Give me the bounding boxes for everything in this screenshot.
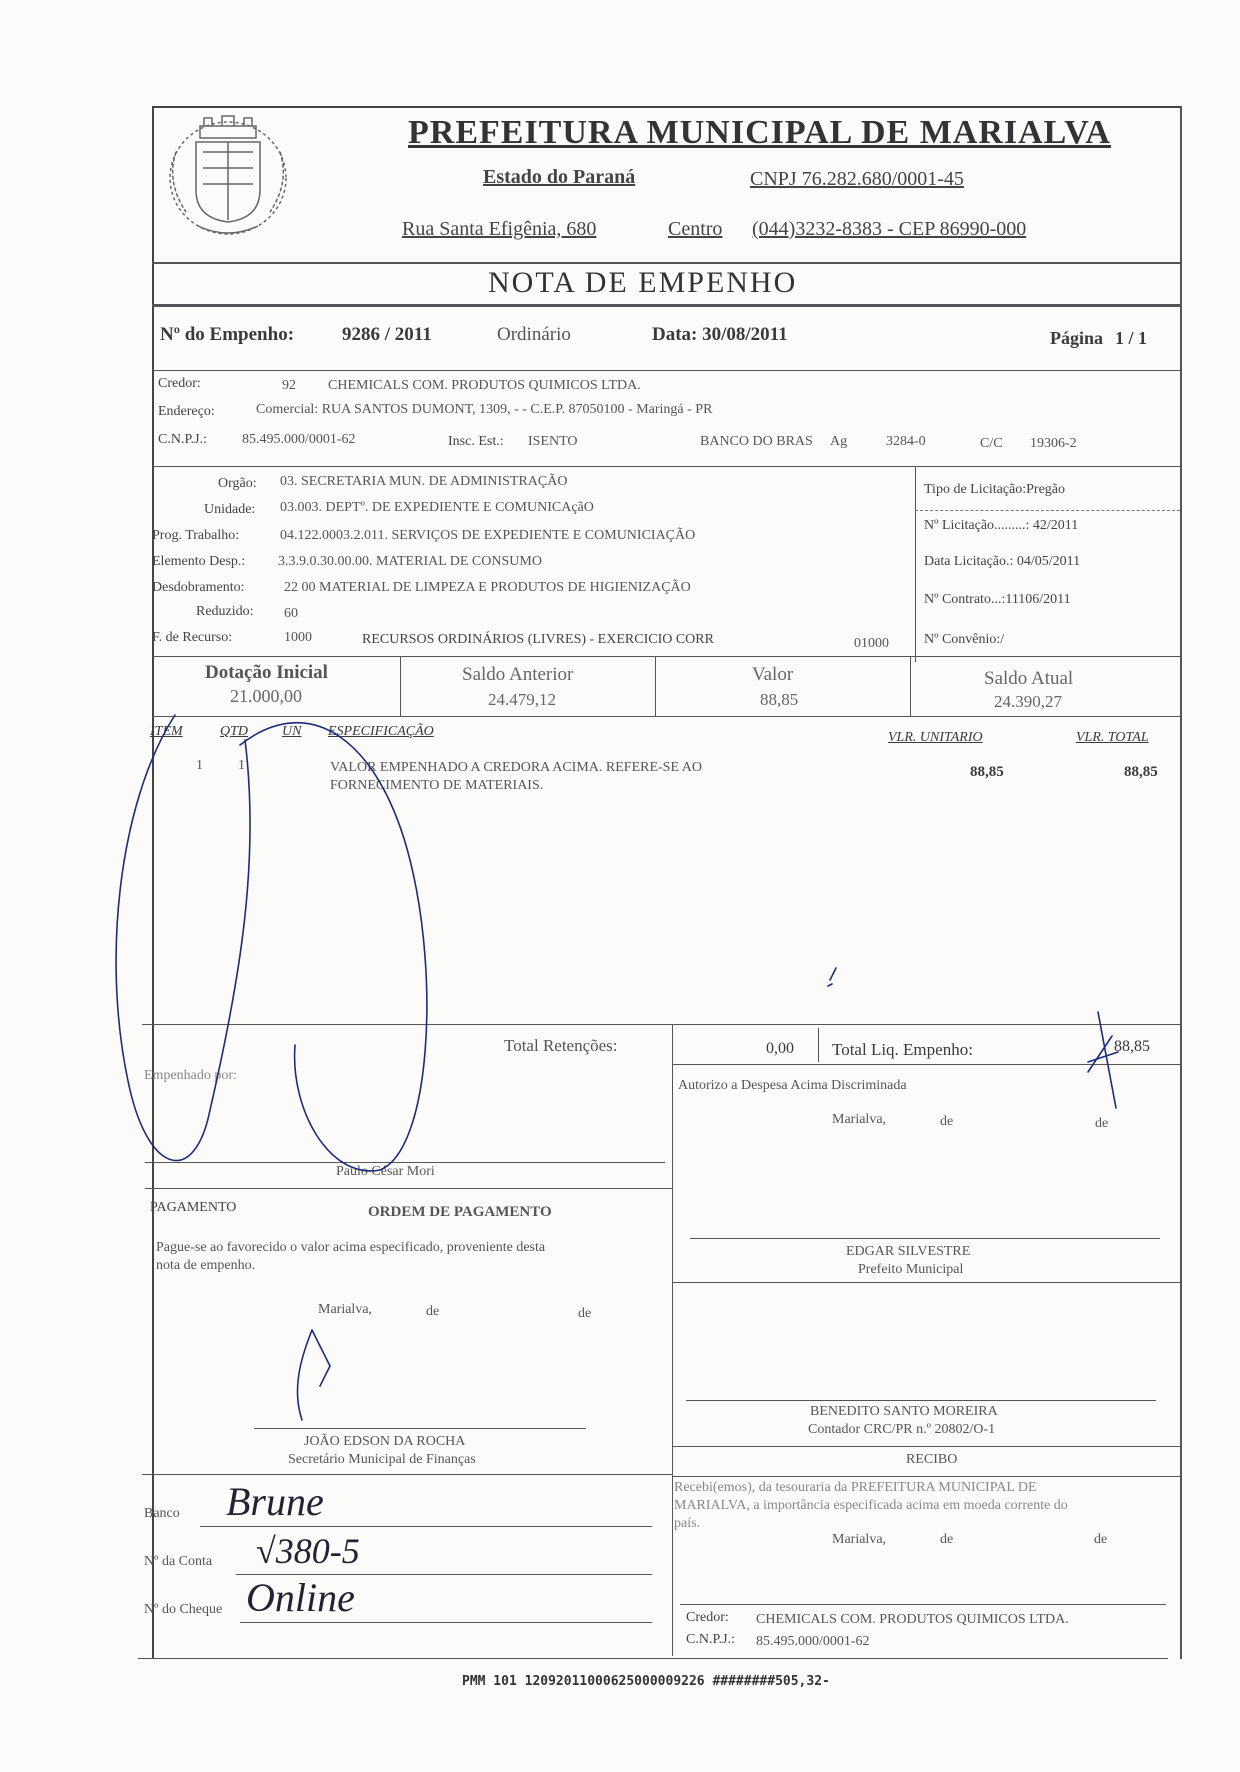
financas-secretary-name: JOÃO EDSON DA ROCHA — [304, 1434, 466, 1449]
autorizo-place: Marialva, — [832, 1112, 887, 1127]
recurso-name: RECURSOS ORDINÁRIOS (LIVRES) - EXERCICIO CORR — [362, 632, 714, 647]
valor-label: Valor — [752, 664, 794, 685]
large-signature-loop-left — [116, 715, 250, 1161]
unidade-label: Unidade: — [204, 502, 256, 517]
recibo-cnpj-label: C.N.P.J.: — [686, 1632, 736, 1647]
recibo-credor-name: CHEMICALS COM. PRODUTOS QUIMICOS LTDA. — [756, 1612, 1069, 1627]
account-number: 19306-2 — [1030, 436, 1077, 451]
item-total-value: 88,85 — [1124, 764, 1158, 780]
financas-signature — [297, 1330, 330, 1420]
recibo-cnpj: 85.495.000/0001-62 — [756, 1634, 870, 1649]
data-licitacao: Data Licitação.: 04/05/2011 — [924, 554, 1081, 569]
prog-trabalho-value: 04.122.0003.2.011. SERVIÇOS DE EXPEDIENTE E COMUNICIAÇÃO — [280, 528, 696, 543]
tipo-licitacao: Tipo de Licitação:Pregão — [924, 482, 1066, 497]
pagamento-place: Marialva, — [318, 1302, 373, 1317]
col-header-vlr-unitario: VLR. UNITARIO — [888, 730, 983, 745]
recibo-de-2: de — [1094, 1532, 1108, 1547]
conta-handwriting: √380-5 — [256, 1531, 360, 1571]
item-description-line-2: FORNECIMENTO DE MATERIAIS. — [330, 778, 544, 793]
header-cnpj: CNPJ 76.282.680/0001-45 — [750, 168, 964, 190]
reduzido-value: 60 — [284, 606, 298, 621]
municipality-title: PREFEITURA MUNICIPAL DE MARIALVA — [408, 114, 1111, 151]
contador-name: BENEDITO SANTO MOREIRA — [810, 1404, 998, 1419]
col-header-un: UN — [282, 724, 302, 739]
recibo-credor-label: Credor: — [686, 1610, 729, 1625]
unidade-value: 03.003. DEPTº. DE EXPEDIENTE E COMUNICAçãO — [280, 500, 594, 515]
credor-label: Credor: — [158, 376, 201, 391]
footer-barcode-text: PMM 101 12092011000625000009226 ########505,32- — [462, 1674, 830, 1689]
contador-role: Contador CRC/PR n.º 20802/O-1 — [808, 1422, 996, 1437]
pagamento-text-line-1: Pague-se ao favorecido o valor acima especificado, proveniente desta — [156, 1240, 546, 1255]
pagamento-de-1: de — [426, 1304, 440, 1319]
col-header-item: ITEM — [150, 724, 183, 739]
pagamento-text-line-2: nota de empenho. — [156, 1258, 256, 1273]
recurso-code: 1000 — [284, 630, 312, 645]
autorizo-label: Autorizo a Despesa Acima Discriminada — [678, 1078, 907, 1093]
col-header-qtd: QTD — [220, 724, 249, 739]
empenho-date: Data: 30/08/2011 — [652, 324, 788, 345]
col-header-especificacao: ESPECIFICAÇÃO — [328, 724, 434, 739]
state-name: Estado do Paraná — [483, 166, 636, 188]
recurso-label: F. de Recurso: — [152, 630, 233, 645]
prefeito-name: EDGAR SILVESTRE — [846, 1244, 971, 1259]
ordem-pagamento-label: ORDEM DE PAGAMENTO — [368, 1204, 552, 1220]
agency-label: Ag — [830, 434, 848, 449]
numero-licitacao: Nº Licitação.........: 42/2011 — [924, 518, 1079, 533]
recibo-place: Marialva, — [832, 1532, 887, 1547]
header-street: Rua Santa Efigênia, 680 — [402, 218, 597, 240]
page-number: 1 / 1 — [1115, 328, 1148, 348]
conta-label: Nº da Conta — [144, 1554, 213, 1569]
cheque-label: Nº do Cheque — [144, 1602, 223, 1617]
reduzido-label: Reduzido: — [196, 604, 254, 619]
empenhado-signer: Paulo César Mori — [336, 1164, 435, 1179]
empenho-number-label: Nº do Empenho: — [160, 324, 295, 345]
large-signature-loop-right — [240, 723, 427, 1171]
page-label: Página — [1050, 328, 1104, 348]
agency-number: 3284-0 — [886, 434, 926, 449]
endereco-label: Endereço: — [158, 404, 215, 419]
insc-est-value: ISENTO — [528, 434, 578, 449]
account-label: C/C — [980, 436, 1003, 451]
recibo-text-line-1: Recebi(emos), da tesouraria da PREFEITURA MUNICIPAL DE — [674, 1480, 1037, 1495]
desdobramento-label: Desdobramento: — [152, 580, 245, 595]
insc-est-label: Insc. Est.: — [448, 434, 504, 449]
autorizo-de-1: de — [940, 1114, 954, 1129]
credor-address: Comercial: RUA SANTOS DUMONT, 1309, - - C.E.P. 87050100 - Maringá - PR — [256, 402, 713, 417]
credor-name: CHEMICALS COM. PRODUTOS QUIMICOS LTDA. — [328, 378, 641, 393]
orgao-label: Orgão: — [218, 476, 257, 491]
header-district: Centro — [668, 218, 723, 240]
item-unit-value: 88,85 — [970, 764, 1004, 780]
prog-trabalho-label: Prog. Trabalho: — [152, 528, 240, 543]
saldo-anterior-value: 24.479,12 — [488, 690, 556, 709]
recibo-de-1: de — [940, 1532, 954, 1547]
total-retencoes-label: Total Retenções: — [504, 1036, 618, 1055]
banco-handwriting: Brune — [226, 1479, 324, 1524]
elemento-value: 3.3.9.0.30.00.00. MATERIAL DE CONSUMO — [278, 554, 542, 569]
recibo-text-line-2: MARIALVA, a importância especificada acima em moeda corrente do — [674, 1498, 1068, 1513]
numero-contrato: Nº Contrato...:11106/2011 — [924, 592, 1071, 607]
recurso-code-2: 01000 — [854, 636, 889, 651]
saldo-anterior-label: Saldo Anterior — [462, 664, 574, 685]
recibo-title: RECIBO — [906, 1452, 958, 1467]
col-header-vlr-total: VLR. TOTAL — [1076, 730, 1149, 745]
total-retencoes-value: 0,00 — [766, 1040, 794, 1057]
liq-checkmark — [1088, 1012, 1118, 1108]
orgao-value: 03. SECRETARIA MUN. DE ADMINISTRAÇÃO — [280, 474, 568, 489]
total-liquido-value: 88,85 — [1114, 1038, 1150, 1055]
valor-value: 88,85 — [760, 690, 799, 709]
elemento-label: Elemento Desp.: — [152, 554, 246, 569]
bank-name: BANCO DO BRAS — [700, 434, 813, 449]
header-phone-cep: (044)3232-8383 - CEP 86990-000 — [752, 218, 1027, 240]
dotacao-inicial-label: Dotação Inicial — [205, 662, 328, 683]
autorizo-de-2: de — [1095, 1116, 1109, 1131]
financas-secretary-role: Secretário Municipal de Finanças — [288, 1452, 476, 1467]
numero-convenio: Nº Convênio:/ — [924, 632, 1005, 647]
desdobramento-value: 22 00 MATERIAL DE LIMPEZA E PRODUTOS DE HIGIENIZAÇÃO — [284, 580, 691, 595]
empenhado-por-label: Empenhado por: — [144, 1068, 237, 1083]
saldo-atual-value: 24.390,27 — [994, 692, 1062, 711]
empenho-type: Ordinário — [497, 324, 571, 345]
dotacao-inicial-value: 21.000,00 — [230, 686, 302, 706]
cheque-handwriting: Online — [246, 1575, 355, 1620]
credor-cnpj: 85.495.000/0001-62 — [242, 432, 356, 447]
saldo-atual-label: Saldo Atual — [984, 668, 1074, 689]
prefeito-role: Prefeito Municipal — [858, 1262, 964, 1277]
pagamento-label: PAGAMENTO — [150, 1200, 237, 1215]
empenho-number: 9286 / 2011 — [342, 324, 432, 345]
total-liquido-label: Total Liq. Empenho: — [832, 1040, 973, 1059]
item-quantity: 1 — [238, 758, 245, 773]
credor-code: 92 — [282, 378, 296, 393]
item-number: 1 — [196, 758, 203, 773]
credor-cnpj-label: C.N.P.J.: — [158, 432, 208, 447]
pagamento-de-2: de — [578, 1306, 592, 1321]
banco-label: Banco — [144, 1506, 180, 1521]
document-title: NOTA DE EMPENHO — [488, 266, 798, 299]
signature-slash — [828, 968, 836, 986]
recibo-text-line-3: país. — [674, 1516, 701, 1531]
item-description-line-1: VALOR EMPENHADO A CREDORA ACIMA. REFERE-SE AO — [330, 760, 702, 775]
